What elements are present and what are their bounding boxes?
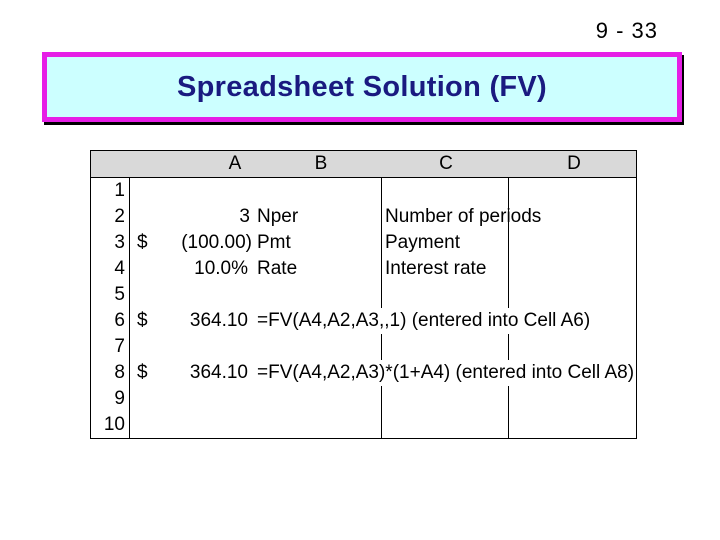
cell-a4[interactable]: 10.0% <box>194 258 248 279</box>
column-header-b[interactable]: B <box>314 153 328 174</box>
cell-c4[interactable]: Interest rate <box>385 258 487 279</box>
column-header-c[interactable]: C <box>439 153 453 174</box>
cell-b6[interactable]: =FV(A4,A2,A3,,1) (entered into Cell A6) <box>257 308 593 334</box>
cell-a3[interactable]: (100.00) <box>181 232 252 253</box>
row-header-8[interactable]: 8 <box>114 362 125 383</box>
cell-b8[interactable]: =FV(A4,A2,A3)*(1+A4) (entered into Cell A8) <box>257 360 637 386</box>
cell-a8-currency: $ <box>137 362 148 383</box>
cell-a8[interactable]: 364.10 <box>189 362 248 383</box>
cell-a6[interactable]: 364.10 <box>189 310 248 331</box>
cell-b3[interactable]: Pmt <box>257 232 291 253</box>
row-header-4[interactable]: 4 <box>114 258 125 279</box>
title-banner <box>42 52 682 122</box>
row-header-10[interactable]: 10 <box>103 414 125 435</box>
cell-c3[interactable]: Payment <box>385 232 460 253</box>
column-header-d[interactable]: D <box>567 153 581 174</box>
row-header-2[interactable]: 2 <box>114 206 125 227</box>
gridline-row-header <box>129 178 130 438</box>
cell-b4[interactable]: Rate <box>257 258 298 279</box>
cell-b2[interactable]: Nper <box>257 206 299 227</box>
column-header-a[interactable]: A <box>228 153 242 174</box>
cell-a3-currency: $ <box>137 232 148 253</box>
row-header-column <box>91 178 129 438</box>
cell-a2[interactable]: 3 <box>239 206 250 227</box>
spreadsheet <box>90 150 637 439</box>
row-header-5[interactable]: 5 <box>114 284 125 305</box>
row-header-7[interactable]: 7 <box>114 336 125 357</box>
row-header-3[interactable]: 3 <box>114 232 125 253</box>
slide-number: 9 - 33 <box>595 18 658 43</box>
cell-a6-currency: $ <box>137 310 148 331</box>
column-header-bar <box>91 151 636 178</box>
row-header-1[interactable]: 1 <box>114 180 125 201</box>
slide-title: Spreadsheet Solution (FV) <box>176 70 548 103</box>
row-header-6[interactable]: 6 <box>114 310 125 331</box>
row-header-9[interactable]: 9 <box>114 388 125 409</box>
cell-c2[interactable]: Number of periods <box>385 206 542 227</box>
